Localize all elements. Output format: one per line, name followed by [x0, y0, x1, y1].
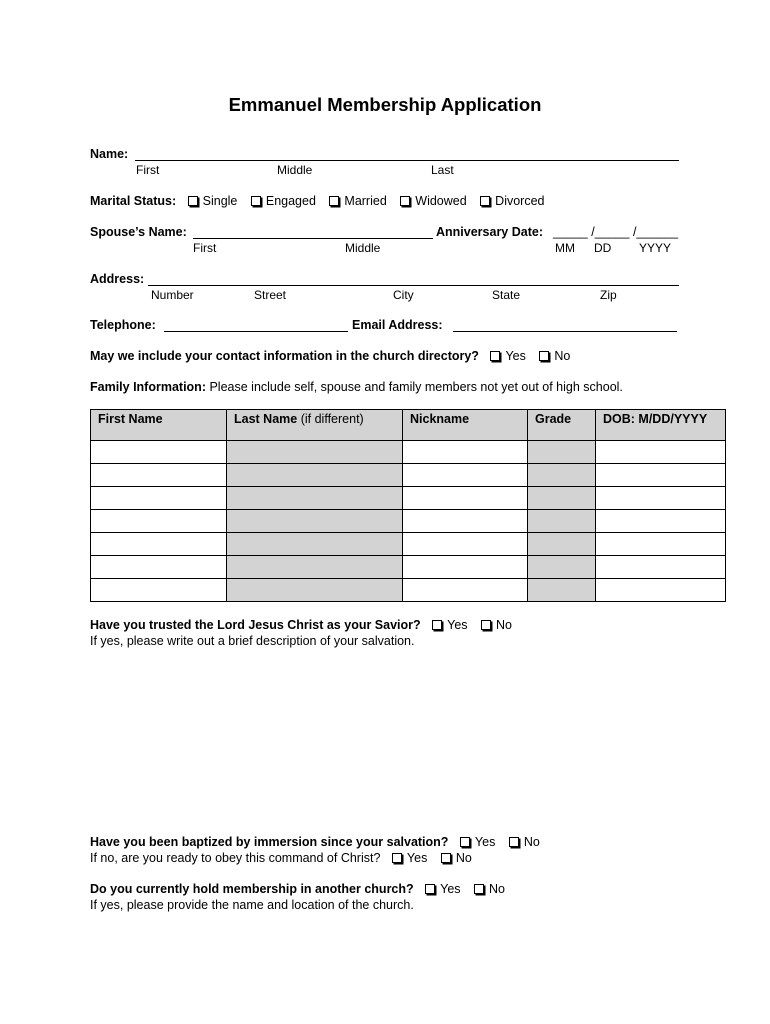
first-name-cell[interactable] — [91, 533, 227, 556]
savior-no-option[interactable]: No — [473, 618, 512, 632]
checkbox-icon[interactable] — [480, 196, 490, 206]
savior-followup: If yes, please write out a brief description of your salvation. — [90, 634, 415, 648]
baptized-followup: If no, are you ready to obey this command of Christ? — [90, 851, 381, 865]
name-sub-middle: Middle — [277, 163, 313, 177]
col-grade: Grade — [528, 410, 596, 441]
family-info-note: Please include self, spouse and family members not yet out of high school. — [209, 380, 623, 394]
family-table-row — [91, 533, 726, 556]
dob-cell[interactable] — [596, 533, 726, 556]
dob-cell[interactable] — [596, 464, 726, 487]
last-name-cell[interactable] — [227, 556, 403, 579]
marital-status-label: Marital Status: — [90, 194, 177, 208]
name-sub-last: Last — [431, 163, 454, 177]
anniversary-sub-mm: MM — [555, 241, 575, 255]
family-info-label: Family Information: — [90, 380, 206, 394]
last-name-cell[interactable] — [227, 464, 403, 487]
marital-option-divorced[interactable]: Divorced — [472, 194, 544, 208]
baptized-followup-no-option[interactable]: No — [433, 851, 472, 865]
checkbox-icon[interactable] — [400, 196, 410, 206]
checkbox-icon[interactable] — [539, 351, 549, 361]
checkbox-icon[interactable] — [329, 196, 339, 206]
checkbox-icon[interactable] — [392, 853, 402, 863]
checkbox-icon[interactable] — [460, 837, 470, 847]
nickname-cell[interactable] — [403, 441, 528, 464]
page-title: Emmanuel Membership Application — [228, 94, 542, 115]
marital-option-single[interactable]: Single — [180, 194, 238, 208]
first-name-cell[interactable] — [91, 441, 227, 464]
checkbox-icon[interactable] — [188, 196, 198, 206]
family-table-row — [91, 579, 726, 602]
family-table-row — [91, 556, 726, 579]
address-label: Address: — [90, 272, 145, 286]
grade-cell[interactable] — [528, 464, 596, 487]
nickname-cell[interactable] — [403, 556, 528, 579]
address-sub-state: State — [492, 288, 521, 302]
nickname-cell[interactable] — [403, 464, 528, 487]
family-table-row — [91, 441, 726, 464]
dob-cell[interactable] — [596, 510, 726, 533]
col-last-name: Last Name (if different) — [227, 410, 403, 441]
baptized-question: Have you been baptized by immersion since your salvation? — [90, 835, 449, 849]
nickname-cell[interactable] — [403, 510, 528, 533]
family-table-row — [91, 510, 726, 533]
checkbox-icon[interactable] — [490, 351, 500, 361]
first-name-cell[interactable] — [91, 464, 227, 487]
membership-yes-option[interactable]: Yes — [417, 882, 460, 896]
spouse-name-field[interactable] — [193, 238, 433, 239]
savior-question-row — [90, 618, 514, 632]
dob-cell[interactable] — [596, 579, 726, 602]
col-first-name: First Name — [91, 410, 227, 441]
checkbox-icon[interactable] — [432, 620, 442, 630]
savior-question: Have you trusted the Lord Jesus Christ as your Savior? — [90, 618, 421, 632]
spouse-sub-middle: Middle — [345, 241, 381, 255]
spouse-name-label: Spouse’s Name: — [90, 225, 187, 239]
checkbox-icon[interactable] — [474, 884, 484, 894]
first-name-cell[interactable] — [91, 556, 227, 579]
membership-no-option[interactable]: No — [466, 882, 505, 896]
checkbox-icon[interactable] — [441, 853, 451, 863]
baptized-yes-option[interactable]: Yes — [452, 835, 495, 849]
email-label: Email Address: — [352, 318, 443, 332]
address-field[interactable] — [148, 285, 679, 286]
dob-cell[interactable] — [596, 487, 726, 510]
directory-question: May we include your contact information in the church directory? — [90, 349, 479, 363]
checkbox-icon[interactable] — [481, 620, 491, 630]
directory-yes-option[interactable]: Yes — [482, 349, 525, 363]
baptized-question-row — [90, 835, 542, 849]
directory-no-option[interactable]: No — [531, 349, 570, 363]
dob-cell[interactable] — [596, 556, 726, 579]
anniversary-date-label: Anniversary Date: — [436, 225, 543, 239]
last-name-cell[interactable] — [227, 533, 403, 556]
name-sub-first: First — [136, 163, 160, 177]
marital-option-widowed[interactable]: Widowed — [392, 194, 466, 208]
address-sub-city: City — [393, 288, 414, 302]
checkbox-icon[interactable] — [509, 837, 519, 847]
last-name-cell[interactable] — [227, 510, 403, 533]
grade-cell[interactable] — [528, 441, 596, 464]
first-name-cell[interactable] — [91, 487, 227, 510]
baptized-no-option[interactable]: No — [501, 835, 540, 849]
grade-cell[interactable] — [528, 533, 596, 556]
spouse-sub-first: First — [193, 241, 217, 255]
baptized-followup-row — [90, 851, 474, 865]
family-info-row — [90, 380, 623, 394]
col-dob: DOB: M/DD/YYYY — [596, 410, 726, 441]
checkbox-icon[interactable] — [251, 196, 261, 206]
name-label: Name: — [90, 147, 129, 161]
grade-cell[interactable] — [528, 510, 596, 533]
savior-yes-option[interactable]: Yes — [424, 618, 467, 632]
nickname-cell[interactable] — [403, 533, 528, 556]
grade-cell[interactable] — [528, 556, 596, 579]
family-table-header — [91, 410, 726, 441]
family-table-row — [91, 464, 726, 487]
email-field[interactable] — [453, 331, 677, 332]
telephone-field[interactable] — [164, 331, 348, 332]
membership-question: Do you currently hold membership in another church? — [90, 882, 414, 896]
marital-option-engaged[interactable]: Engaged — [243, 194, 316, 208]
first-name-cell[interactable] — [91, 579, 227, 602]
anniversary-sub-yyyy: YYYY — [639, 241, 672, 255]
address-sub-number: Number — [151, 288, 194, 302]
anniversary-date-field[interactable]: _____ /_____ /______ — [553, 225, 679, 239]
last-name-cell[interactable] — [227, 579, 403, 602]
col-nickname: Nickname — [403, 410, 528, 441]
family-table — [90, 409, 726, 602]
marital-option-married[interactable]: Married — [321, 194, 386, 208]
family-table-row — [91, 487, 726, 510]
telephone-label: Telephone: — [90, 318, 156, 332]
directory-question-row — [90, 349, 572, 363]
anniversary-sub-dd: DD — [594, 241, 612, 255]
last-name-cell[interactable] — [227, 441, 403, 464]
nickname-cell[interactable] — [403, 487, 528, 510]
membership-question-row — [90, 882, 507, 896]
name-field[interactable] — [135, 160, 679, 161]
grade-cell[interactable] — [528, 579, 596, 602]
dob-cell[interactable] — [596, 441, 726, 464]
first-name-cell[interactable] — [91, 510, 227, 533]
checkbox-icon[interactable] — [425, 884, 435, 894]
address-sub-street: Street — [254, 288, 287, 302]
membership-followup: If yes, please provide the name and location of the church. — [90, 898, 414, 912]
address-sub-zip: Zip — [600, 288, 617, 302]
last-name-cell[interactable] — [227, 487, 403, 510]
grade-cell[interactable] — [528, 487, 596, 510]
baptized-followup-yes-option[interactable]: Yes — [384, 851, 427, 865]
marital-status-row — [90, 194, 547, 208]
nickname-cell[interactable] — [403, 579, 528, 602]
